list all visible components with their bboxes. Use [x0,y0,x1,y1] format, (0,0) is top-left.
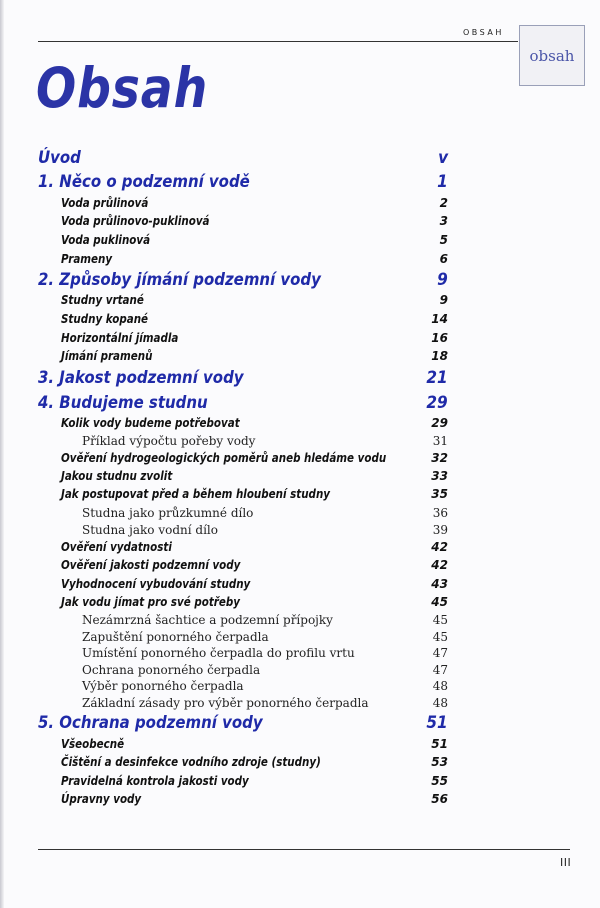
toc-entry[interactable] [0,368,600,390]
toc-entry-page: 18 [431,349,448,363]
toc-entry-page: 35 [431,487,448,501]
section-tab-label: obsah [529,46,575,65]
toc-entry-label: 1. Něco o podzemní vodě [38,172,250,192]
toc-entry-label: Úpravny vody [61,792,142,806]
toc-entry-label: Studny kopané [61,312,149,326]
toc-entry-page: 42 [431,558,448,572]
toc-entry-label: Umístění ponorného čerpadla do profilu vrtu [82,646,355,660]
toc-entry[interactable] [0,416,600,434]
toc-entry-label: Úvod [38,148,81,168]
toc-entry-page: 21 [426,368,448,388]
toc-entry-label: Voda průlinová [61,196,149,210]
toc-entry[interactable] [0,679,600,696]
toc-entry-label: Čištění a desinfekce vodního zdroje (studny) [61,755,321,769]
toc-entry-label: Voda puklinová [61,233,151,247]
toc-entry-label: Ověření hydrogeologických poměrů aneb hledáme vodu [61,451,387,465]
toc-entry[interactable] [0,613,600,630]
toc-entry[interactable] [0,252,600,270]
toc-entry-page: 42 [431,540,448,554]
toc-entry[interactable] [0,233,600,251]
toc-entry-page: 39 [432,523,448,537]
toc-entry-page: 29 [431,416,448,430]
toc-entry-page: 48 [432,679,448,693]
toc-entry-page: 47 [432,646,448,660]
toc-entry-label: Prameny [61,252,113,266]
toc-entry[interactable] [0,577,600,595]
toc-entry[interactable] [0,696,600,713]
toc-entry-page: 31 [432,434,448,448]
toc-entry[interactable] [0,630,600,647]
toc-entry-page: 36 [432,506,448,520]
toc-entry-label: Jakou studnu zvolit [61,469,173,483]
toc-entry-page: 32 [431,451,448,465]
toc-entry-label: 5. Ochrana podzemní vody [38,713,263,733]
toc-entry[interactable] [0,523,600,540]
toc-entry-page: 9 [439,293,448,307]
toc-entry-label: 2. Způsoby jímání podzemní vody [38,270,321,290]
toc-entry[interactable] [0,270,600,292]
toc-entry-page: 43 [431,577,448,591]
toc-entry-page: 14 [431,312,448,326]
toc-entry-label: Horizontální jímadla [61,331,179,345]
toc-entry[interactable] [0,293,600,311]
toc-entry-label: 3. Jakost podzemní vody [38,368,244,388]
toc-entry-page: 48 [432,696,448,710]
toc-entry-label: Vyhodnocení vybudování studny [61,577,251,591]
toc-entry[interactable] [0,312,600,330]
toc-entry-label: 4. Budujeme studnu [38,393,208,413]
toc-entry[interactable] [0,663,600,680]
toc-entry-page: 1 [437,172,448,192]
toc-entry-page: 55 [431,774,448,788]
toc-entry[interactable] [0,506,600,523]
toc-entry-page: 53 [431,755,448,769]
toc-entry-page: 45 [432,630,448,644]
toc-entry[interactable] [0,172,600,194]
toc-entry[interactable] [0,434,600,451]
toc-entry-label: Pravidelná kontrola jakosti vody [61,774,249,788]
toc-entry[interactable] [0,349,600,367]
toc-entry[interactable] [0,540,600,558]
toc-entry[interactable] [0,737,600,755]
toc-entry-label: Kolik vody budeme potřebovat [61,416,240,430]
toc-entry[interactable] [0,148,600,170]
toc-entry[interactable] [0,755,600,773]
toc-entry[interactable] [0,774,600,792]
toc-entry-label: Výběr ponorného čerpadla [82,679,244,693]
toc-entry-page: 56 [431,792,448,806]
toc-entry-page: 9 [437,270,448,290]
running-head: OBSAH [463,28,504,37]
toc-entry[interactable] [0,451,600,469]
toc-entry-page: 33 [431,469,448,483]
toc-entry-page: 29 [426,393,448,413]
toc-entry[interactable] [0,393,600,415]
toc-entry-label: Ověření jakosti podzemní vody [61,558,241,572]
toc-entry[interactable] [0,331,600,349]
toc-entry[interactable] [0,646,600,663]
toc-entry-label: Ověření vydatnosti [61,540,172,554]
toc-entry-page: 2 [439,196,448,210]
toc-entry-label: Jak vodu jímat pro své potřeby [61,595,240,609]
toc-entry-page: 16 [431,331,448,345]
toc-entry[interactable] [0,595,600,613]
toc-entry[interactable] [0,792,600,810]
toc-entry-label: Nezámrzná šachtice a podzemní přípojky [82,613,333,627]
toc-entry-label: Jak postupovat před a během hloubení studny [61,487,331,501]
toc-entry-label: Příklad výpočtu pořeby vody [82,434,256,448]
toc-entry-label: Studna jako vodní dílo [82,523,218,537]
toc-entry-label: Ochrana ponorného čerpadla [82,663,261,677]
toc-entry[interactable] [0,558,600,576]
toc-entry[interactable] [0,487,600,505]
toc-entry-label: Studny vrtané [61,293,144,307]
footer-rule [38,849,570,850]
toc-entry-page: 47 [432,663,448,677]
toc-entry-page: v [438,148,448,168]
toc-entry-label: Základní zásady pro výběr ponorného čerpadla [82,696,369,710]
page-title: Obsah [36,56,209,120]
toc-entry[interactable] [0,713,600,735]
toc-entry[interactable] [0,196,600,214]
toc-entry-label: Voda průlinovo-puklinová [61,214,210,228]
toc-entry[interactable] [0,469,600,487]
toc-entry-page: 5 [439,233,448,247]
page-number: III [560,856,572,869]
toc-entry-label: Jímání pramenů [61,349,153,363]
toc-entry-page: 45 [432,613,448,627]
toc-entry-label: Zapuštění ponorného čerpadla [82,630,269,644]
toc-entry-page: 51 [426,713,448,733]
toc-entry-page: 6 [439,252,448,266]
toc-entry-label: Studna jako průzkumné dílo [82,506,254,520]
toc-entry-label: Všeobecně [61,737,125,751]
toc-entry-page: 45 [431,595,448,609]
toc-entry[interactable] [0,214,600,232]
toc-entry-page: 3 [439,214,448,228]
toc-entry-page: 51 [431,737,448,751]
